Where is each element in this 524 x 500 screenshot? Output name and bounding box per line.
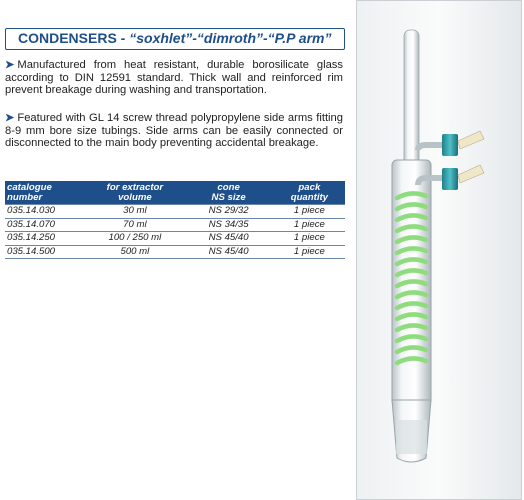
cell-catalogue: 035.14.070 — [7, 218, 56, 230]
cell-pack: 1 piece — [293, 232, 325, 243]
cell-catalogue: 035.14.500 — [7, 245, 56, 257]
cell-pack: 1 piece — [293, 205, 325, 216]
header-line: number — [7, 191, 43, 203]
description-text-2: Featured with GL 14 screw thread polypropylene side arms fitting 8-9 mm bore size tubings. Side arms can be easily connected or disconnected to the main body preventing accidental breakage. — [5, 112, 343, 150]
screw-cap-upper-icon — [442, 134, 458, 156]
description-text-1: Manufactured from heat resistant, durable borosilicate glass according to DIN 12591 standard. Thick wall and reinforced rim prevent breakage during washing and transportation. — [5, 59, 343, 97]
cell-volume: 30 ml — [123, 205, 147, 216]
header-line: for extractor — [106, 182, 164, 193]
description-paragraph-2 — [5, 112, 343, 150]
cell-pack: 1 piece — [293, 245, 325, 257]
table-row — [5, 245, 345, 259]
cell-cone: NS 34/35 — [208, 218, 249, 230]
table-row — [5, 205, 345, 219]
title-main: CONDENSERS - — [18, 30, 130, 46]
title-sub: “soxhlet”-“dimroth”-“P.P arm” — [129, 30, 332, 46]
cell-pack: 1 piece — [293, 218, 325, 230]
cell-cone: NS 29/32 — [208, 205, 249, 216]
header-line: cone — [217, 182, 240, 193]
photo-background — [356, 0, 522, 500]
header-volume — [86, 181, 183, 205]
title-banner — [5, 28, 345, 50]
screw-cap-lower-icon — [442, 168, 458, 190]
description-paragraph-1 — [5, 59, 343, 97]
header-line: NS size — [211, 191, 246, 203]
header-pack — [274, 181, 345, 205]
condenser-photo — [356, 0, 522, 500]
header-cone — [183, 181, 273, 205]
bullet-arrow-icon: ➤ — [5, 112, 15, 124]
table-row — [5, 232, 345, 246]
header-line: catalogue — [7, 182, 52, 193]
ground-glass-section — [396, 420, 427, 454]
bullet-arrow-icon: ➤ — [5, 59, 15, 71]
cell-cone: NS 45/40 — [208, 232, 249, 243]
header-line: pack — [298, 182, 321, 193]
cell-volume: 100 / 250 ml — [108, 232, 162, 243]
page-title — [6, 29, 344, 48]
cell-cone: NS 45/40 — [208, 245, 249, 257]
header-catalogue — [5, 181, 86, 205]
header-line: quantity — [290, 191, 329, 203]
header-line: volume — [118, 191, 152, 203]
cell-volume: 70 ml — [123, 218, 147, 230]
spec-table — [5, 181, 345, 259]
cell-volume: 500 ml — [120, 245, 150, 257]
cell-catalogue: 035.14.030 — [7, 205, 56, 216]
table-row — [5, 218, 345, 232]
cell-catalogue: 035.14.250 — [7, 232, 56, 243]
table-header-row — [5, 181, 345, 205]
